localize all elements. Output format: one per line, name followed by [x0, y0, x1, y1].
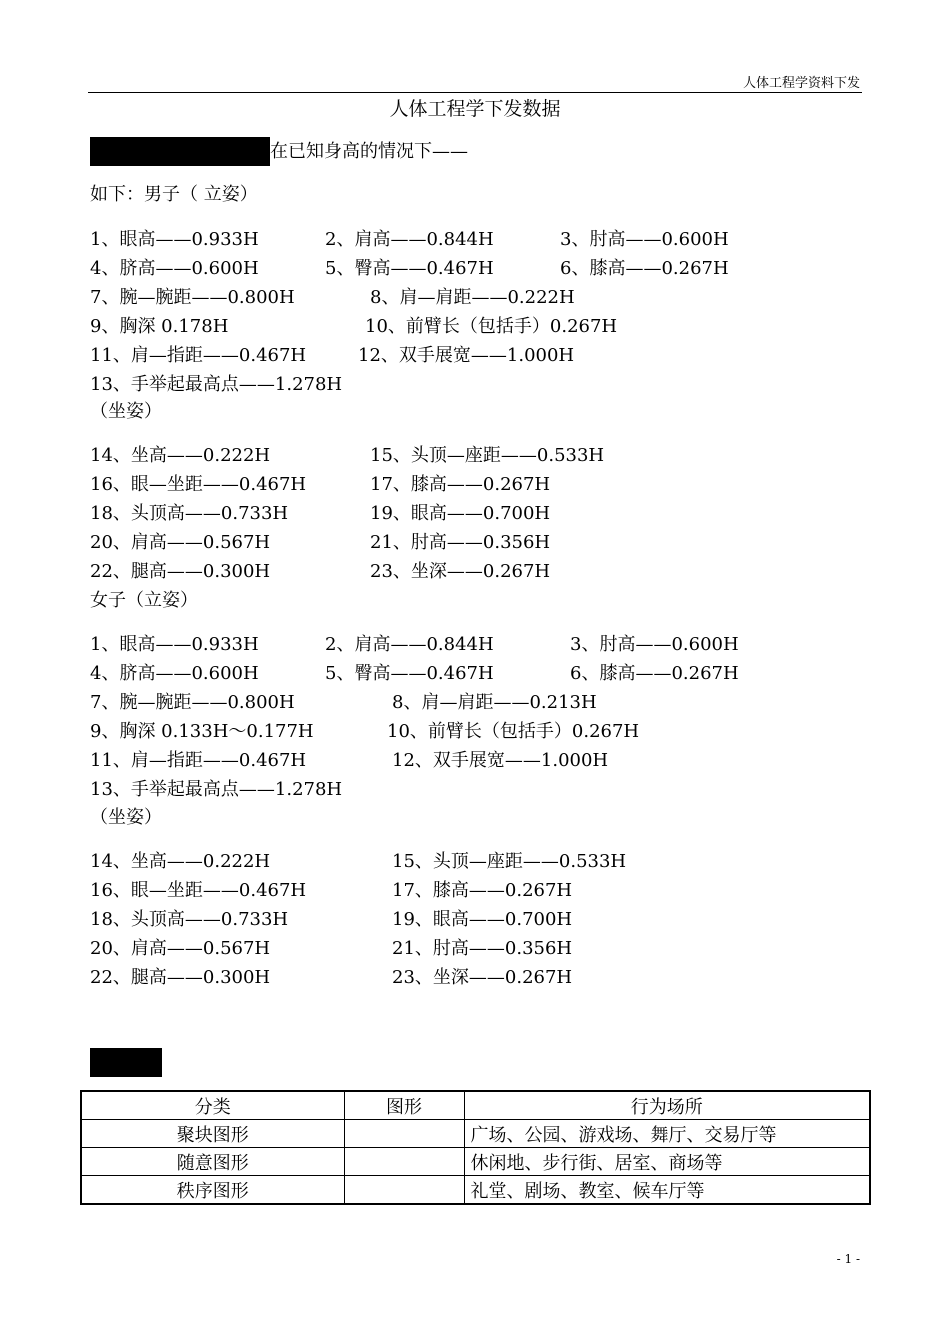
male-standing-list [90, 225, 870, 399]
table-cell: 礼堂、剧场、教室、候车厅等 [464, 1176, 870, 1205]
list-item: 7、腕—腕距——0.800H [90, 692, 295, 713]
list-item: 19、眼高——0.700H [392, 909, 573, 930]
redacted-phrase: 由身高计算各部分尺寸 [90, 137, 270, 166]
list-item: 17、膝高——0.267H [370, 474, 551, 495]
space-heading [90, 1048, 162, 1077]
list-item: 16、眼—坐距——0.467H [90, 880, 307, 901]
space-table [80, 1090, 871, 1205]
table-header-row [81, 1091, 870, 1120]
table-row [81, 1120, 870, 1148]
list-item: 23、坐深——0.267H [392, 967, 573, 988]
header-cell: 分类 [81, 1091, 344, 1120]
list-item: 12、双手展宽——1.000H [358, 345, 575, 366]
list-item: 6、膝高——0.267H [560, 258, 729, 279]
page-number: - 1 - [836, 1252, 860, 1266]
table-cell [344, 1148, 464, 1176]
male-heading: 如下：男子（ 立姿） [90, 184, 258, 205]
list-item: 8、肩—肩距——0.213H [392, 692, 597, 713]
header-cell: 图形 [344, 1091, 464, 1120]
list-item: 2、肩高——0.844H [325, 229, 494, 250]
list-item: 1、眼高——0.933H [90, 634, 259, 655]
list-item: 6、膝高——0.267H [570, 663, 739, 684]
intro-text: 在已知身高的情况下—— [270, 141, 468, 162]
redacted-heading: 空间分析 [90, 1048, 162, 1077]
list-item: 23、坐深——0.267H [370, 561, 551, 582]
table-cell: 休闲地、步行街、居室、商场等 [464, 1148, 870, 1176]
table-cell: 随意图形 [81, 1148, 344, 1176]
list-item: 4、脐高——0.600H [90, 663, 259, 684]
table-cell: 广场、公园、游戏场、舞厅、交易厅等 [464, 1120, 870, 1148]
list-item: 14、坐高——0.222H [90, 851, 271, 872]
list-item: 21、肘高——0.356H [370, 532, 551, 553]
list-item: 17、膝高——0.267H [392, 880, 573, 901]
list-item: 21、肘高——0.356H [392, 938, 573, 959]
list-item: 9、胸深 0.178H [90, 316, 229, 337]
list-item: 11、肩—指距——0.467H [90, 750, 307, 771]
list-item: 13、手举起最高点——1.278H [90, 779, 343, 800]
female-sitting-list [90, 847, 870, 992]
female-sitting-label: （坐姿） [90, 807, 162, 828]
list-item: 18、头顶高——0.733H [90, 503, 289, 524]
list-item: 7、腕—腕距——0.800H [90, 287, 295, 308]
list-item: 11、肩—指距——0.467H [90, 345, 307, 366]
list-item: 13、手举起最高点——1.278H [90, 374, 343, 395]
list-item: 10、前臂长（包括手）0.267H [387, 721, 640, 742]
female-standing-list [90, 630, 870, 804]
header-rule [88, 92, 862, 93]
list-item: 10、前臂长（包括手）0.267H [365, 316, 618, 337]
list-item: 4、脐高——0.600H [90, 258, 259, 279]
running-header: 人体工程学资料下发 [742, 76, 860, 91]
male-sitting-list [90, 441, 870, 586]
list-item: 3、肘高——0.600H [560, 229, 729, 250]
list-item: 20、肩高——0.567H [90, 938, 271, 959]
list-item: 2、肩高——0.844H [325, 634, 494, 655]
list-item: 22、腿高——0.300H [90, 561, 271, 582]
list-item: 14、坐高——0.222H [90, 445, 271, 466]
header-cell: 行为场所 [464, 1091, 870, 1120]
list-item: 5、臀高——0.467H [325, 663, 494, 684]
list-item: 1、眼高——0.933H [90, 229, 259, 250]
table-row [81, 1148, 870, 1176]
male-sitting-label: （坐姿） [90, 401, 162, 422]
list-item: 16、眼—坐距——0.467H [90, 474, 307, 495]
table-cell [344, 1176, 464, 1205]
page-title: 人体工程学下发数据 [389, 98, 561, 120]
table-cell [344, 1120, 464, 1148]
list-item: 22、腿高——0.300H [90, 967, 271, 988]
intro-line [90, 137, 468, 166]
female-heading: 女子（立姿） [90, 590, 198, 611]
list-item: 9、胸深 0.133H～0.177H [90, 721, 314, 742]
table-row [81, 1176, 870, 1205]
list-item: 18、头顶高——0.733H [90, 909, 289, 930]
list-item: 19、眼高——0.700H [370, 503, 551, 524]
list-item: 12、双手展宽——1.000H [392, 750, 609, 771]
list-item: 20、肩高——0.567H [90, 532, 271, 553]
list-item: 3、肘高——0.600H [570, 634, 739, 655]
list-item: 15、头顶—座距——0.533H [370, 445, 605, 466]
table-cell: 秩序图形 [81, 1176, 344, 1205]
list-item: 5、臀高——0.467H [325, 258, 494, 279]
list-item: 8、肩—肩距——0.222H [370, 287, 575, 308]
table-cell: 聚块图形 [81, 1120, 344, 1148]
list-item: 15、头顶—座距——0.533H [392, 851, 627, 872]
